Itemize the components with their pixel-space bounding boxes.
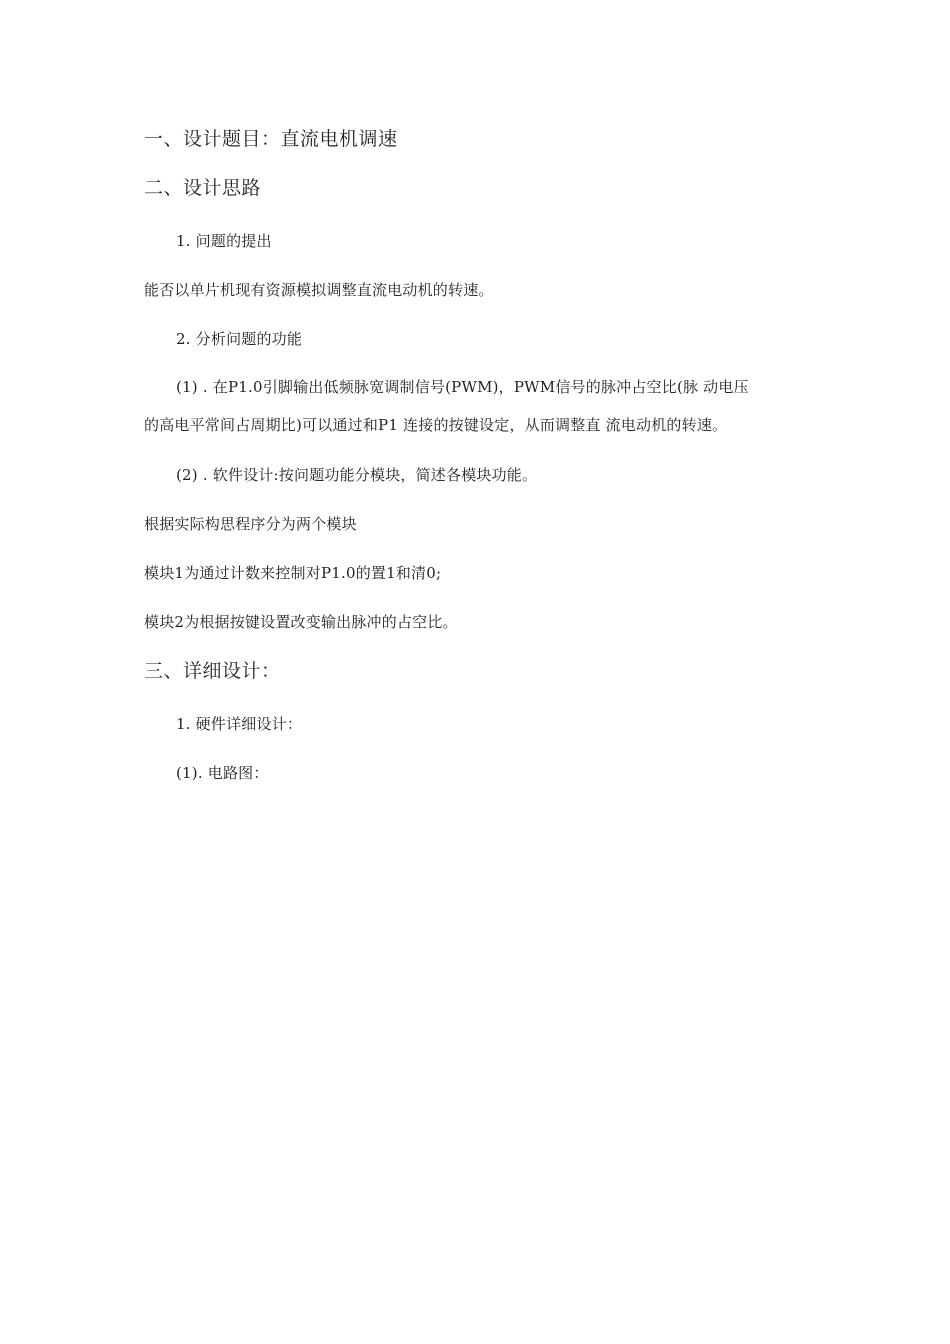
section-heading-design-title: 一、设计题目：直流电机调速 [144, 128, 398, 150]
subheading-problem: 1. 问题的提出 [176, 232, 272, 250]
paragraph-analysis-line-1: (1) . 在P1.0引脚输出低频脉宽调制信号(PWM)，PWM信号的脉冲占空比(脉 动电压 [176, 378, 749, 396]
paragraph-module-2: 模块2为根据按键设置改变输出脉冲的占空比。 [144, 613, 458, 631]
section-heading-detailed-design: 三、详细设计： [144, 660, 281, 682]
paragraph-problem: 能否以单片机现有资源模拟调整直流电动机的转速。 [144, 281, 494, 299]
paragraph-software-design: (2) . 软件设计:按问题功能分模块，简述各模块功能。 [176, 466, 538, 484]
section-heading-design-idea: 二、设计思路 [144, 177, 262, 199]
subheading-analysis: 2. 分析问题的功能 [176, 330, 303, 348]
paragraph-analysis-line-2: 的高电平常间占周期比)可以通过和P1 连接的按键设定，从而调整直 流电动机的转速。 [144, 416, 728, 434]
subheading-hardware-design: 1. 硬件详细设计： [176, 715, 303, 733]
paragraph-modules-intro: 根据实际构思程序分为两个模块 [144, 515, 357, 533]
paragraph-module-1: 模块1为通过计数来控制对P1.0的置1和清0; [144, 564, 442, 582]
subheading-circuit-diagram: (1). 电路图： [176, 764, 269, 782]
